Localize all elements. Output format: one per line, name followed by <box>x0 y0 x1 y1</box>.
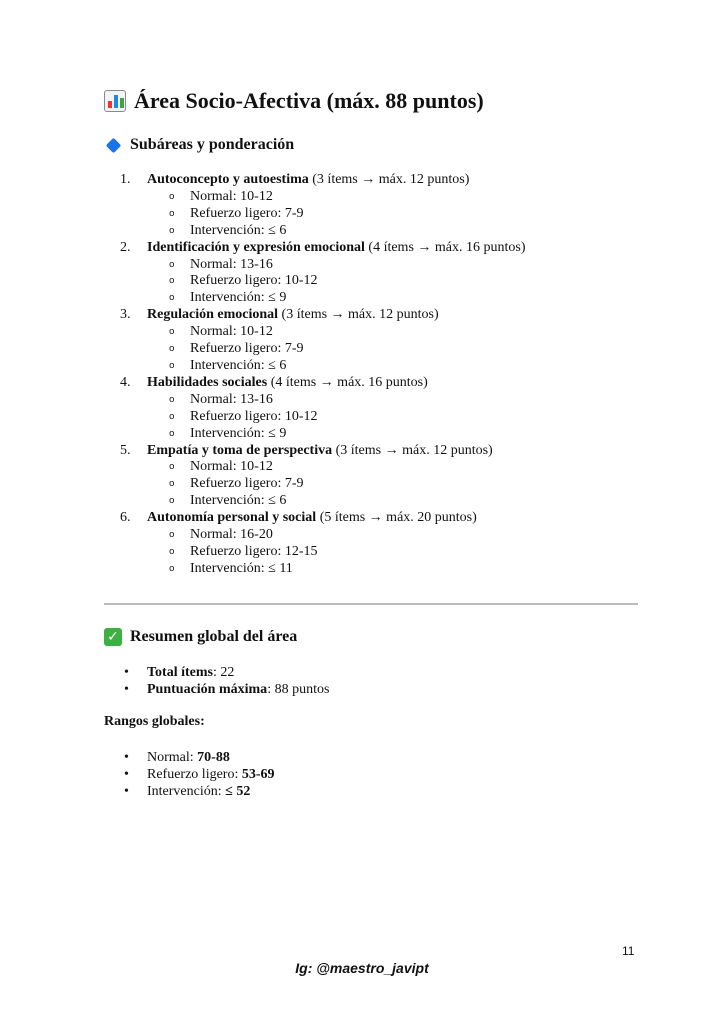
level-text: Refuerzo ligero: 10-12 <box>190 273 318 289</box>
subarea-levels <box>120 257 526 308</box>
circle-bullet: o <box>169 428 175 439</box>
level-text: Intervención: ≤ 6 <box>190 222 287 238</box>
circle-bullet: o <box>169 259 175 270</box>
subarea-name: Autoconcepto y autoestima <box>147 172 309 187</box>
level-item <box>120 273 526 290</box>
totals-list <box>124 664 329 698</box>
level-text: Normal: 10-12 <box>190 459 273 475</box>
level-item <box>120 223 526 240</box>
subarea-item <box>120 375 526 443</box>
subarea-number: 3. <box>120 307 131 323</box>
level-item <box>120 561 526 578</box>
level-text: Refuerzo ligero: 10-12 <box>190 408 318 424</box>
subarea-number: 5. <box>120 442 131 458</box>
subarea-name: Identificación y expresión emocional <box>147 239 365 255</box>
level-text: Normal: 13-16 <box>190 256 273 272</box>
level-text: Intervención: ≤ 6 <box>190 357 287 373</box>
circle-bullet: o <box>169 546 175 557</box>
level-text: Refuerzo ligero: 7-9 <box>190 476 304 492</box>
bar-chart-icon <box>104 90 126 112</box>
level-item <box>120 358 526 375</box>
subarea-levels <box>120 527 526 578</box>
list-item <box>124 783 275 800</box>
circle-bullet: o <box>169 208 175 219</box>
list-item <box>124 664 329 681</box>
subarea-levels <box>120 324 526 375</box>
subareas-list <box>120 172 526 578</box>
level-item <box>120 493 526 510</box>
ranges-list <box>124 749 275 800</box>
bullet-dot: • <box>124 767 129 782</box>
subarea-detail: (3 ítems → máx. 12 puntos) <box>312 172 470 187</box>
subarea-item <box>120 172 526 240</box>
ranges-title: Rangos globales: <box>104 714 205 729</box>
list-item <box>124 766 275 783</box>
list-item <box>124 749 275 766</box>
subarea-item <box>120 443 526 511</box>
total-value: : 88 puntos <box>267 682 330 697</box>
level-item <box>120 206 526 223</box>
level-text: Intervención: ≤ 9 <box>190 425 287 441</box>
subarea-detail: (4 ítems → máx. 16 puntos) <box>368 239 526 255</box>
circle-bullet: o <box>169 276 175 287</box>
level-text: Intervención: ≤ 9 <box>190 290 287 306</box>
range-label: Intervención: <box>147 784 222 799</box>
range-value: ≤ 52 <box>225 784 251 799</box>
summary-heading <box>104 626 297 648</box>
circle-bullet: o <box>169 563 175 574</box>
subarea-detail: (3 ítems → máx. 12 puntos) <box>335 442 493 458</box>
subarea-name: Autonomía personal y social <box>147 510 317 526</box>
subarea-item <box>120 307 526 375</box>
level-item <box>120 426 526 443</box>
total-label: Puntuación máxima <box>147 682 268 697</box>
level-item <box>120 392 526 409</box>
range-label: Normal: <box>147 750 194 765</box>
subarea-number: 4. <box>120 374 131 390</box>
level-item <box>120 290 526 307</box>
circle-bullet: o <box>169 344 175 355</box>
subarea-number: 1. <box>120 172 131 187</box>
subarea-name: Habilidades sociales <box>147 374 268 390</box>
level-item <box>120 257 526 274</box>
level-item <box>120 324 526 341</box>
circle-bullet: o <box>169 496 175 507</box>
subarea-detail: (4 ítems → máx. 16 puntos) <box>270 374 428 390</box>
subarea-item <box>120 240 526 308</box>
circle-bullet: o <box>169 360 175 371</box>
level-item <box>120 476 526 493</box>
subarea-number: 2. <box>120 239 131 255</box>
page-title <box>104 86 484 116</box>
blue-diamond-icon <box>106 137 122 153</box>
level-item <box>120 459 526 476</box>
list-item <box>124 681 329 698</box>
footer-handle: Ig: @maestro_javipt <box>295 960 429 976</box>
level-item <box>120 409 526 426</box>
circle-bullet: o <box>169 327 175 338</box>
bullet-dot: • <box>124 750 129 765</box>
subareas-heading <box>104 134 294 156</box>
summary-heading-text: Resumen global del área <box>130 628 298 645</box>
level-text: Normal: 10-12 <box>190 188 273 204</box>
bullet-dot: • <box>124 682 129 697</box>
range-label: Refuerzo ligero: <box>147 767 239 782</box>
circle-bullet: o <box>169 530 175 541</box>
section-divider <box>104 603 638 605</box>
circle-bullet: o <box>169 479 175 490</box>
level-text: Intervención: ≤ 6 <box>190 493 287 509</box>
subarea-levels <box>120 189 526 240</box>
subarea-detail: (5 ítems → máx. 20 puntos) <box>319 510 477 526</box>
circle-bullet: o <box>169 225 175 236</box>
level-item <box>120 544 526 561</box>
range-value: 53-69 <box>241 767 275 782</box>
subarea-name: Empatía y toma de perspectiva <box>147 442 333 458</box>
range-value: 70-88 <box>197 750 230 765</box>
page-number: 11 <box>622 944 635 958</box>
circle-bullet: o <box>169 191 175 202</box>
level-text: Intervención: ≤ 11 <box>190 560 293 576</box>
level-text: Normal: 16-20 <box>190 527 273 543</box>
level-item <box>120 189 526 206</box>
subareas-heading-text: Subáreas y ponderación <box>130 136 295 153</box>
level-item <box>120 527 526 544</box>
level-text: Refuerzo ligero: 7-9 <box>190 341 304 357</box>
subarea-detail: (3 ítems → máx. 12 puntos) <box>281 307 439 323</box>
level-item <box>120 341 526 358</box>
circle-bullet: o <box>169 411 175 422</box>
green-check-icon: ✓ <box>104 628 122 646</box>
level-text: Refuerzo ligero: 7-9 <box>190 205 304 221</box>
subarea-levels <box>120 392 526 443</box>
level-text: Normal: 13-16 <box>190 391 273 407</box>
subarea-item <box>120 510 526 578</box>
subarea-levels <box>120 459 526 510</box>
circle-bullet: o <box>169 394 175 405</box>
page-title-text: Área Socio-Afectiva (máx. 88 puntos) <box>134 88 484 113</box>
circle-bullet: o <box>169 462 175 473</box>
total-label: Total ítems <box>147 665 213 680</box>
subarea-name: Regulación emocional <box>147 307 279 323</box>
subarea-number: 6. <box>120 510 131 526</box>
circle-bullet: o <box>169 293 175 304</box>
level-text: Normal: 10-12 <box>190 324 273 340</box>
level-text: Refuerzo ligero: 12-15 <box>190 543 318 559</box>
total-value: : 22 <box>212 665 235 680</box>
bullet-dot: • <box>124 665 129 680</box>
bullet-dot: • <box>124 784 129 799</box>
